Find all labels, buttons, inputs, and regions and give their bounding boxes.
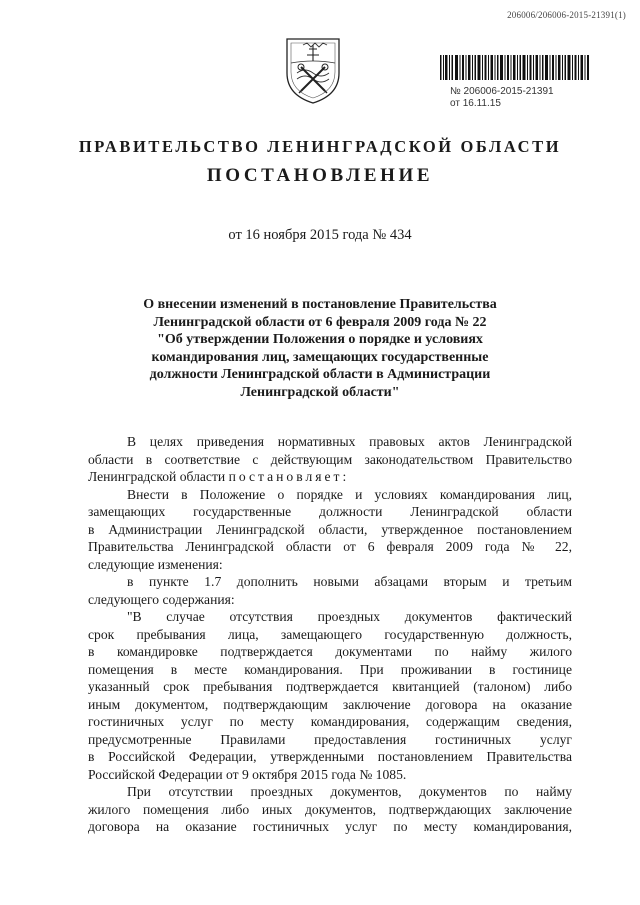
body-line: жилого помещения либо иных документов, подтверждающих заключение (88, 801, 572, 817)
body-line: договора на оказание гостиничных услуг по месту командирования, (88, 819, 572, 834)
document-type-heading: ПОСТАНОВЛЕНИЕ (206, 165, 434, 186)
body-line: предусмотренные Правилами предоставления гостиничных услуг (88, 731, 572, 747)
body-line: При отсутствии проездных документов, документов по найму (127, 784, 572, 799)
body-line: в пункте 1.7 дополнить новыми абзацами вторым и третьим (127, 574, 572, 589)
body-line: Внести в Положение о порядке и условиях командирования лиц, (127, 486, 572, 502)
body-line: иным документом, подтверждающим заключение договора на оказание (88, 696, 572, 712)
body-line: в Российской Федерации, утвержденными постановлением Правительства (88, 749, 572, 764)
body-line: в Администрации Ленинградской области, утвержденное постановлением (88, 521, 572, 537)
body-line: в командировке подтверждается документами по найму жилого (88, 644, 572, 659)
subject-line: "Об утверждении Положения о порядке и условиях (157, 332, 483, 347)
body-line (88, 468, 572, 486)
resolution-word: постановляет: (228, 469, 350, 484)
subject-line: командирования лиц, замещающих государственные (151, 349, 489, 365)
body-line: Правительства Ленинградской области от 6 февраля 2009 года № 22, (88, 539, 572, 554)
body-line: указанный срок пребывания подтверждается квитанцией (талоном) либо (88, 679, 572, 694)
organization-title: ПРАВИТЕЛЬСТВО ЛЕНИНГРАДСКОЙ ОБЛАСТИ (78, 137, 562, 156)
subject-line: должности Ленинградской области в Администрации (149, 367, 491, 382)
body-line: Российской Федерации от 9 октября 2015 года № 1085. (88, 766, 407, 782)
body-line: области в соответствие с действующим законодательством Правительство (88, 451, 572, 467)
barcode-image (440, 55, 590, 80)
subject-line: Ленинградской области от 6 февраля 2009 года № 22 (153, 314, 487, 330)
body-line-text: Ленинградской области (88, 469, 229, 484)
body-line: помещения в месте командирования. При проживании в гостинице (88, 661, 572, 677)
body-line: замещающих государственные должности Ленинградской области (88, 504, 572, 519)
body-line: гостиничных услуг по месту командирования, содержащим сведения, (88, 714, 572, 729)
body-line: следующие изменения: (88, 556, 223, 572)
body-line: В целях приведения нормативных правовых актов Ленинградской (127, 434, 572, 449)
body-line: следующего содержания: (88, 591, 235, 607)
body-line: срок пребывания лица, замещающего государственную должность, (88, 626, 572, 642)
document-subject (110, 296, 530, 401)
subject-line: Ленинградской области" (240, 384, 400, 400)
document-date-number: от 16 ноября 2015 года № 434 (228, 227, 412, 243)
registration-number: № 206006-2015-21391 (450, 86, 554, 97)
document-body (88, 433, 572, 836)
body-line: "В случае отсутствия проездных документов фактический (127, 609, 572, 624)
subject-line: О внесении изменений в постановление Правительства (143, 297, 497, 312)
top-reference-number: 206006/206006-2015-21391(1) (507, 10, 626, 20)
coat-of-arms-emblem (283, 33, 343, 105)
registration-date: от 16.11.15 (450, 98, 501, 109)
